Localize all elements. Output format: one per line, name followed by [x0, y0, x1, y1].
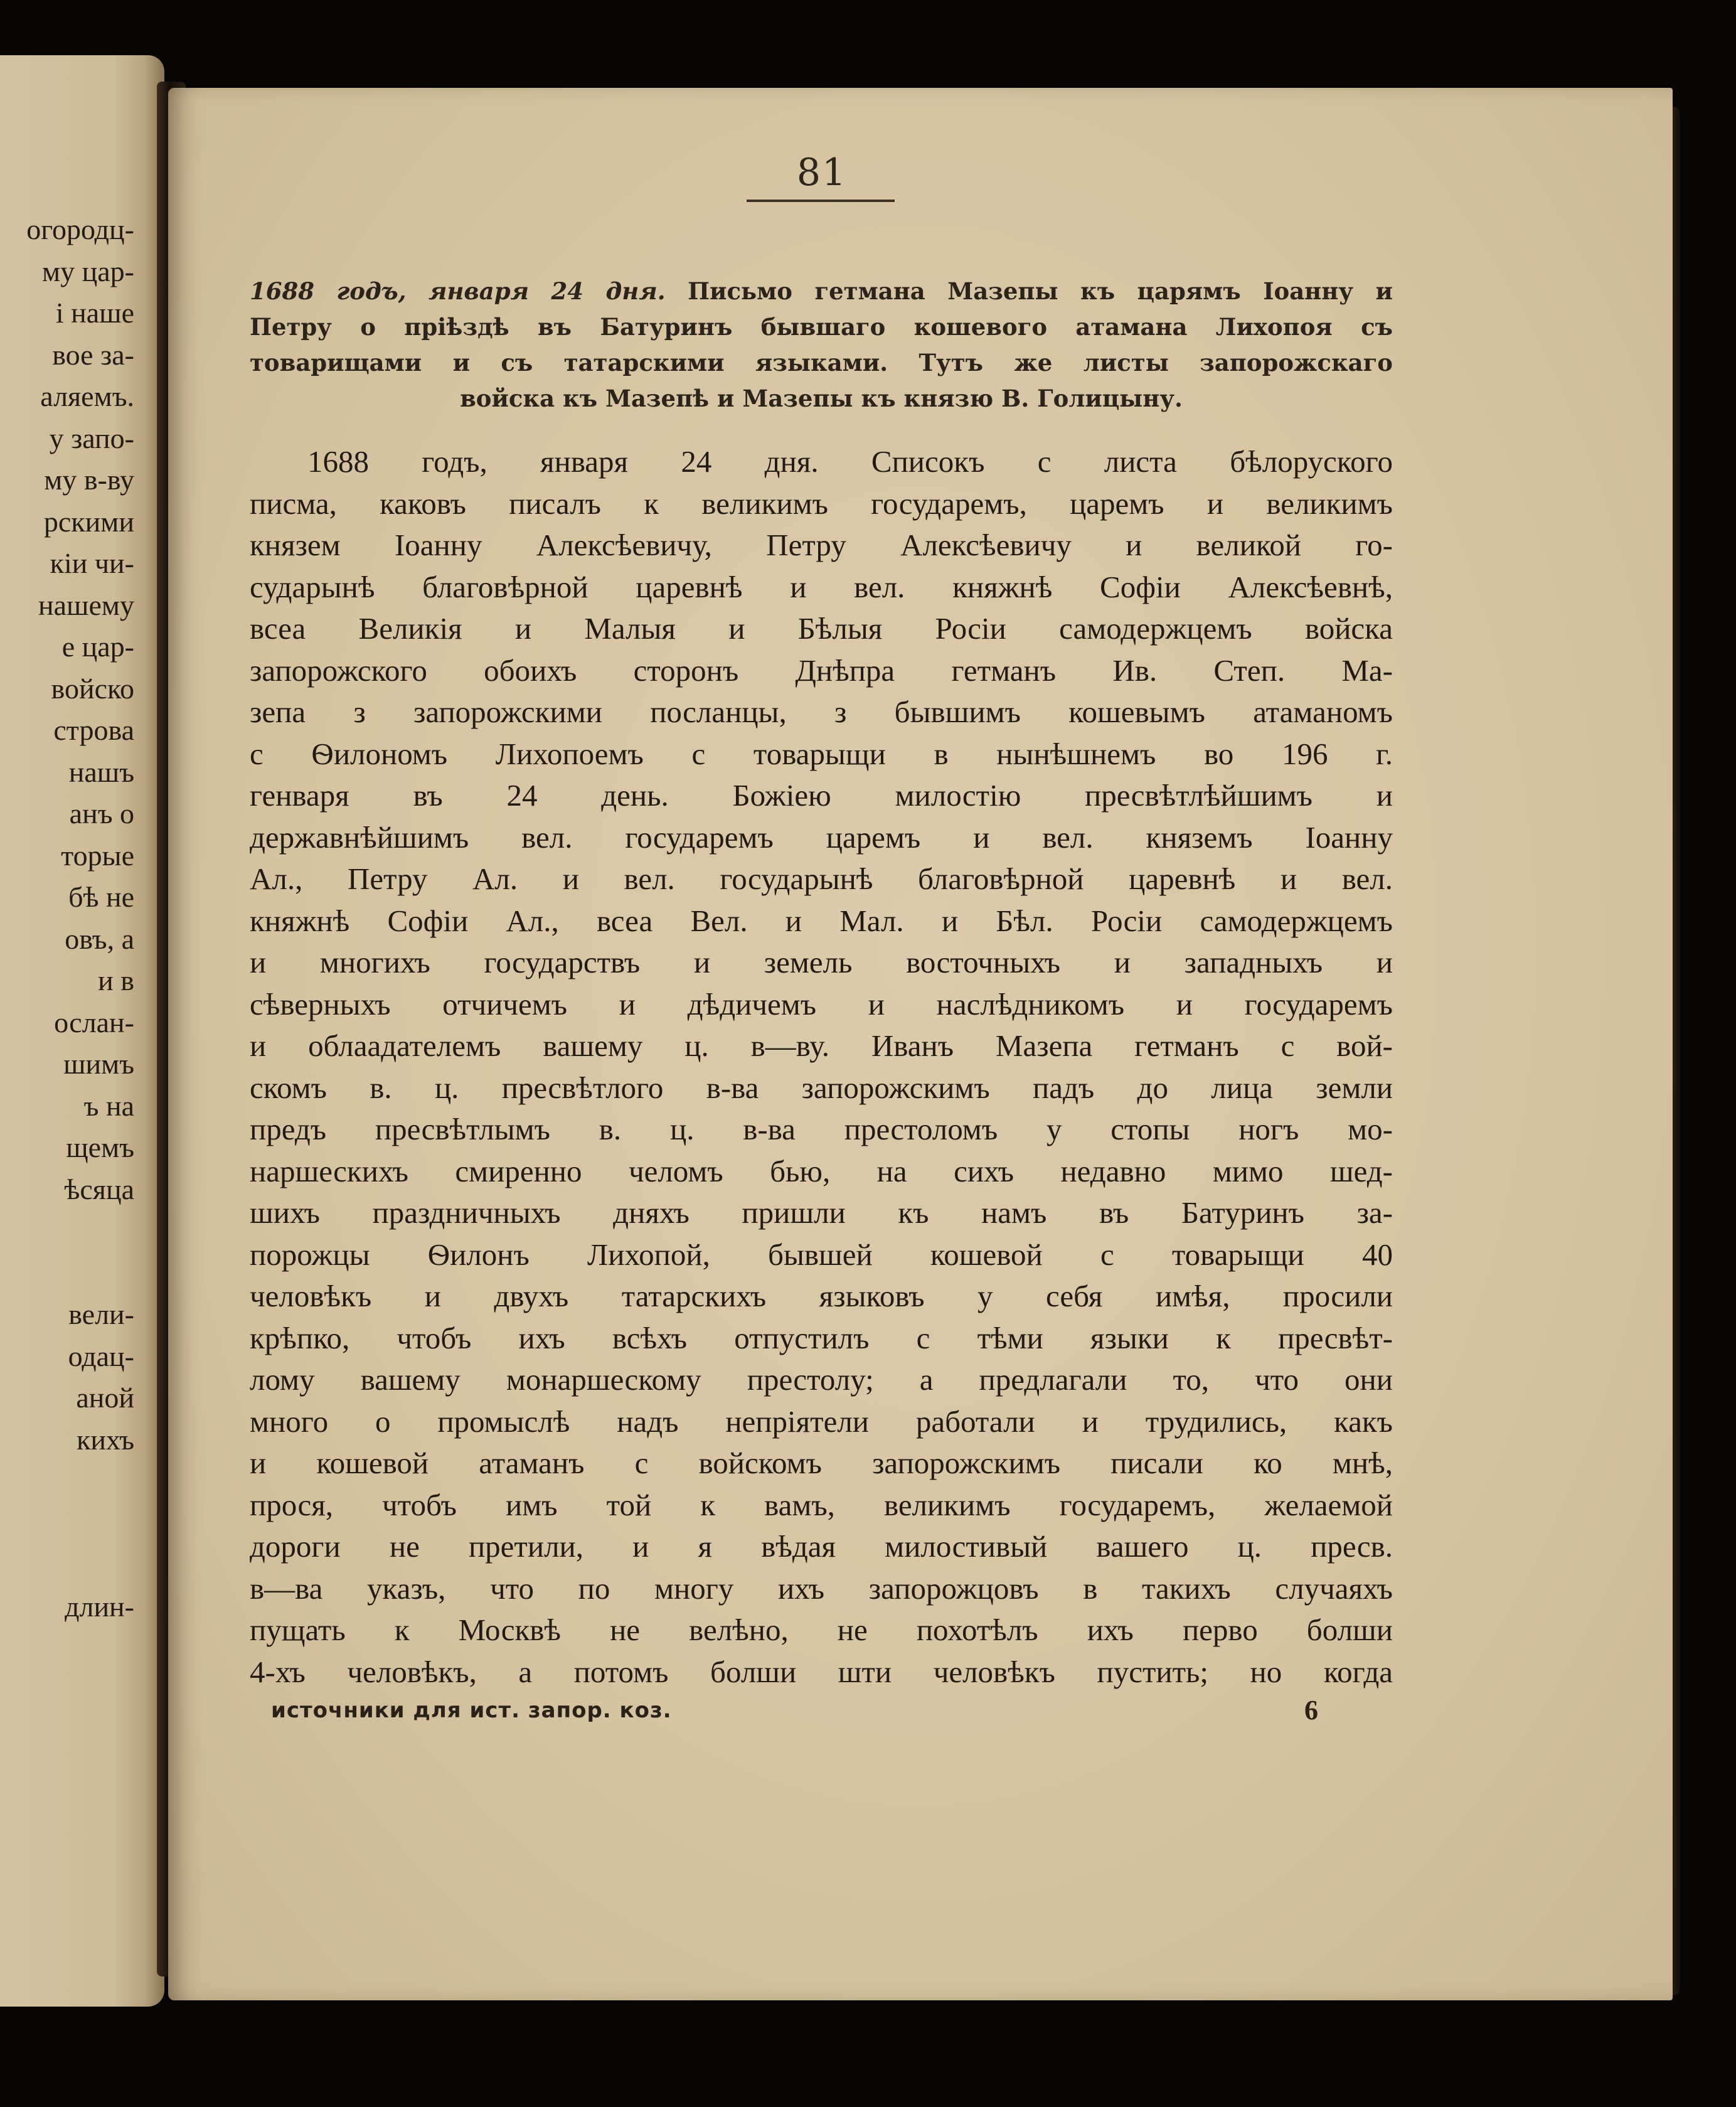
previous-page-line: торые	[61, 839, 134, 872]
previous-page-line	[0, 1252, 164, 1294]
body-line: дороги не претили, и я вѣдая милостивый вашего ц. пресв.	[250, 1529, 1393, 1564]
previous-page-line: щемъ	[66, 1131, 134, 1163]
previous-page-line: вели-	[68, 1298, 134, 1330]
body-line: 1688 годъ, января 24 дня. Списокъ с листа бѣлоруского	[307, 444, 1393, 479]
body-line: зепа з запорожскими посланцы, з бывшимъ кошевымъ атаманомъ	[250, 695, 1393, 729]
previous-page-line: рскими	[43, 505, 134, 538]
body-line: всеа Великія и Малыя и Бѣлыя Росіи самодержцемъ войска	[250, 611, 1393, 646]
previous-page-line: бѣ не	[68, 881, 134, 913]
summary-line	[250, 381, 1393, 417]
previous-page-line: аляемъ.	[40, 380, 134, 412]
previous-page-line	[0, 1461, 164, 1503]
previous-page-line: кіи чи-	[50, 547, 134, 579]
body-line: прося, чтобъ имъ той к вамъ, великимъ государемъ, желаемой	[250, 1487, 1393, 1522]
footer-signature-mark: 6	[1304, 1695, 1318, 1726]
body-line: и облаадателемъ вашему ц. в—ву. Иванъ Мазепа гетманъ с вой-	[250, 1028, 1393, 1063]
body-line: князем Іоанну Алексѣевичу, Петру Алексѣевичу и великой го-	[250, 528, 1393, 562]
previous-page-line: аной	[76, 1382, 134, 1414]
body-line: крѣпко, чтобъ ихъ всѣхъ отпустилъ с тѣми языки к пресвѣт-	[250, 1320, 1393, 1355]
body-line: и кошевой атаманъ с войскомъ запорожскимъ писали ко мнѣ,	[250, 1446, 1393, 1480]
previous-page-line: му в-ву	[44, 464, 134, 496]
summary-line	[250, 309, 1393, 345]
body-line: запорожского обоихъ сторонъ Днѣпра гетманъ Ив. Степ. Ма-	[250, 653, 1393, 688]
previous-page-line	[0, 1544, 164, 1586]
body-line: и многихъ государствъ и земель восточныхъ и западныхъ и	[250, 945, 1393, 979]
previous-page-line: и в	[98, 964, 134, 996]
body-line: княжнѣ Софіи Ал., всеа Вел. и Мал. и Бѣл. Росіи самодержцемъ	[250, 903, 1393, 938]
summary-text: товарищами и съ татарскими языками. Тутъ же листы запорожскаго	[250, 349, 1393, 376]
body-line: порожцы Ѳилонъ Лихопой, бывшей кошевой с товарыщи 40	[250, 1237, 1393, 1272]
header-rule	[747, 200, 895, 202]
previous-page-line: шимъ	[63, 1048, 134, 1080]
previous-page-text	[0, 209, 164, 1628]
summary-line	[250, 274, 1393, 309]
footer-signature-title: источники для ист. запор. коз.	[271, 1698, 672, 1723]
body-line: державнѣйшимъ вел. государемъ царемъ и вел. княземъ Іоанну	[250, 819, 1393, 855]
body-line: сударынѣ благовѣрной царевнѣ и вел. княжнѣ Софіи Алексѣевнѣ,	[250, 569, 1393, 604]
body-line: наршескихъ смиренно челомъ бью, на сихъ недавно мимо шед-	[250, 1153, 1393, 1188]
previous-page-line: е цар-	[61, 631, 134, 663]
summary-date: 1688 годъ, января 24 дня.	[250, 277, 666, 305]
previous-page-line: анъ о	[69, 797, 134, 829]
body-line: предъ пресвѣтлымъ в. ц. в-ва престоломъ у стопы ногъ мо-	[250, 1112, 1393, 1146]
previous-page-line: і наше	[55, 297, 134, 329]
page-number: 81	[796, 151, 848, 195]
body-line: в—ва указъ, что по многу ихъ запорожцовъ в такихъ случаяхъ	[250, 1571, 1393, 1606]
body-line: лому вашему монаршескому престолу; а предлагали то, что они	[250, 1362, 1393, 1397]
body-line: 4-хъ человѣкъ, а потомъ болши шти человѣкъ пустить; но когда	[250, 1654, 1393, 1689]
body-line: Ал., Петру Ал. и вел. государынѣ благовѣрной царевнѣ и вел.	[250, 861, 1393, 896]
previous-page-line: ослан-	[54, 1006, 134, 1038]
previous-page-line: огородц-	[26, 213, 134, 245]
body-line: писма, каковъ писалъ к великимъ государемъ, царемъ и великимъ	[250, 486, 1393, 521]
previous-page-line: ъ на	[83, 1089, 134, 1122]
previous-page-line: у запо-	[49, 422, 134, 454]
previous-page-line: войско	[51, 672, 134, 705]
body-line: с Ѳилономъ Лихопоемъ с товарыщи в нынѣшнемъ во 196 г.	[250, 736, 1393, 771]
summary-text: войска къ Мазепѣ и Мазепы къ князю В. Голицыну.	[460, 385, 1183, 412]
summary-text: Петру о пріѣздѣ въ Батуринъ бывшаго кошевого атамана Лихопоя съ	[250, 313, 1393, 341]
summary-line	[250, 345, 1393, 381]
document-summary-heading	[250, 274, 1393, 417]
previous-page-line: длин-	[65, 1590, 134, 1623]
summary-text: Письмо гетмана Мазепы къ царямъ Іоанну и	[665, 277, 1393, 305]
document-body-text	[250, 441, 1393, 1693]
body-line: человѣкъ и двухъ татарскихъ языковъ у себя имѣя, просили	[250, 1279, 1393, 1313]
previous-page-line: овъ, а	[65, 922, 134, 955]
previous-page-line: нашъ	[68, 755, 134, 788]
body-line: генваря въ 24 день. Божіею милостію пресвѣтлѣйшимъ и	[250, 778, 1393, 813]
body-line: много о промыслѣ надъ непріятели работали и трудились, какъ	[250, 1404, 1393, 1439]
previous-page-line: вое за-	[52, 338, 134, 371]
previous-page-line: кихъ	[77, 1423, 134, 1456]
previous-page	[0, 55, 164, 2007]
body-line: шихъ праздничныхъ дняхъ пришли къ намъ въ Батуринъ за-	[250, 1195, 1393, 1230]
previous-page-line: ѣсяца	[64, 1173, 134, 1205]
previous-page-line: нашему	[38, 589, 134, 621]
previous-page-line: му цар-	[42, 255, 134, 287]
previous-page-line	[0, 1503, 164, 1545]
previous-page-line: одац-	[68, 1340, 134, 1372]
body-line: пущать к Москвѣ не велѣно, не похотѣлъ ихъ перво болши	[250, 1613, 1393, 1647]
body-line: скомъ в. ц. пресвѣтлого в-ва запорожскимъ падъ до лица земли	[250, 1070, 1393, 1105]
body-line: сѣверныхъ отчичемъ и дѣдичемъ и наслѣдникомъ и государемъ	[250, 986, 1393, 1021]
previous-page-line: строва	[53, 714, 134, 746]
previous-page-line	[0, 1210, 164, 1252]
